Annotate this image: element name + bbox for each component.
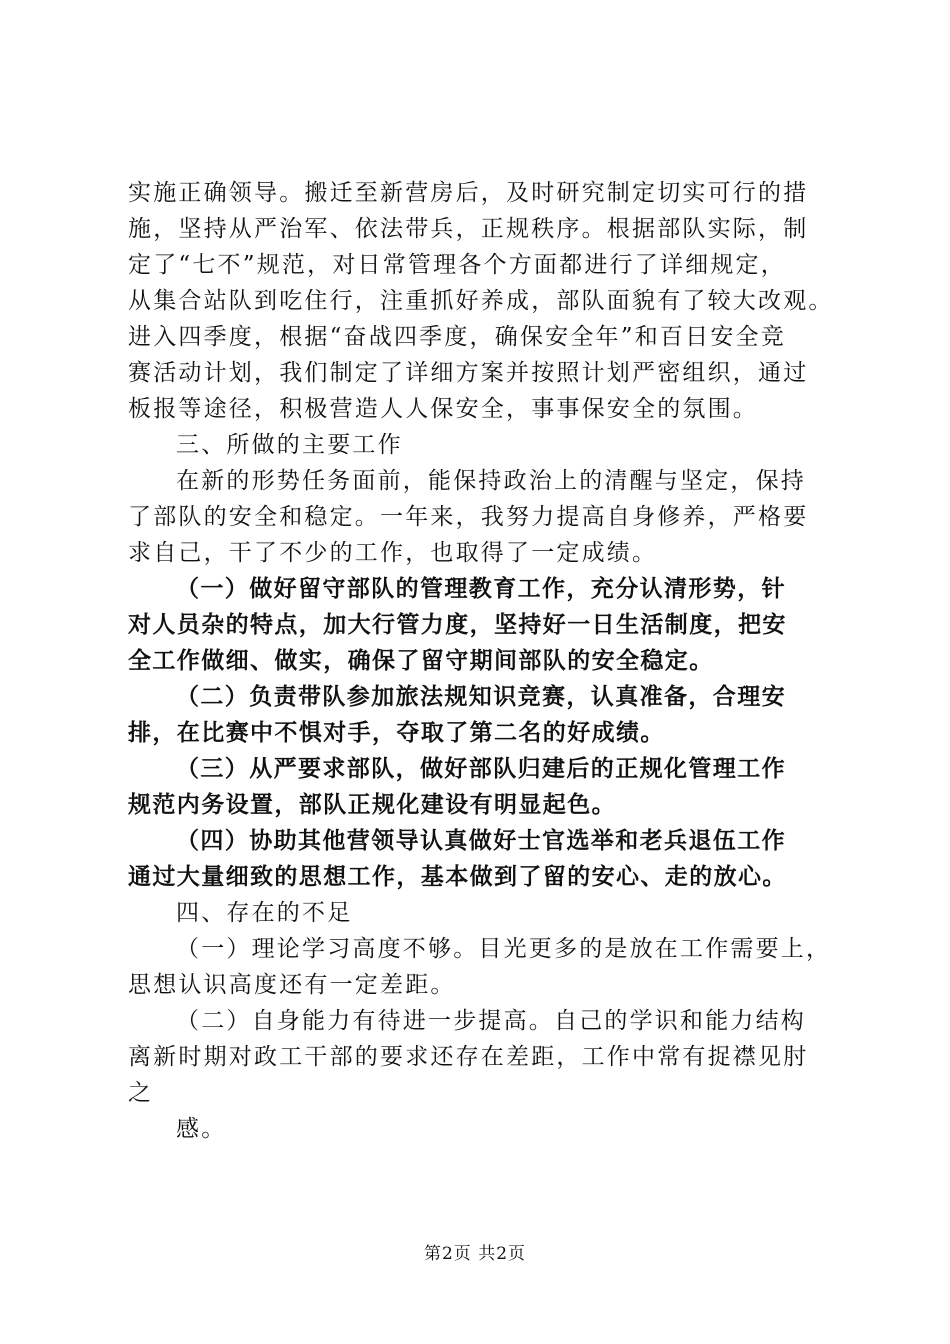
subsection-item-line: 对人员杂的特点，加大行管力度，坚持好一日生活制度，把安	[128, 611, 787, 638]
body-text-line: 之	[128, 1080, 154, 1106]
body-text-line: 定了“七不”规范，对日常管理各个方面都进行了详细规定，	[128, 252, 786, 278]
subsection-item-line: （三）从严要求部队，做好部队归建后的正规化管理工作	[176, 755, 786, 782]
body-text-line: 实施正确领导。搬迁至新营房后，及时研究制定切实可行的措	[128, 180, 809, 206]
subsection-item-line: 排，在比赛中不惧对手，夺取了第二名的好成绩。	[128, 719, 665, 746]
body-text-line: 施，坚持从严治军、依法带兵，正规秩序。根据部队实际，制	[128, 216, 809, 242]
subsection-item-line: 通过大量细致的思想工作，基本做到了留的安心、走的放心。	[128, 863, 787, 890]
body-text-line: 从集合站队到吃住行，注重抓好养成，部队面貌有了较大改观。	[128, 288, 834, 314]
body-text-line: 了部队的安全和稳定。一年来，我努力提高自身修养，严格要	[128, 504, 809, 530]
subsection-item-line: （一）做好留守部队的管理教育工作，充分认清形势，针	[176, 575, 786, 602]
body-text-line: 感。	[176, 1116, 227, 1142]
page-number-footer: 第2页 共2页	[423, 1244, 527, 1264]
paragraph-first-line: （二）自身能力有待进一步提高。自己的学识和能力结构	[176, 1008, 806, 1034]
section-heading: 三、所做的主要工作	[176, 432, 403, 458]
subsection-item-line: （二）负责带队参加旅法规知识竞赛，认真准备，合理安	[176, 683, 786, 710]
body-text-line: 思想认识高度还有一定差距。	[128, 972, 456, 998]
body-text-line: 进入四季度，根据“奋战四季度，确保安全年”和百日安全竞	[128, 324, 786, 350]
subsection-item-line: 规范内务设置，部队正规化建设有明显起色。	[128, 791, 616, 818]
subsection-item-line: 全工作做细、做实，确保了留守期间部队的安全稳定。	[128, 647, 714, 674]
section-heading: 四、存在的不足	[176, 900, 353, 926]
subsection-item-line: （四）协助其他营领导认真做好士官选举和老兵退伍工作	[176, 827, 786, 854]
paragraph-first-line: 在新的形势任务面前，能保持政治上的清醒与坚定，保持	[176, 468, 806, 494]
body-text-line: 求自己，干了不少的工作，也取得了一定成绩。	[128, 540, 658, 566]
body-text-line: 离新时期对政工干部的要求还存在差距，工作中常有捉襟见肘	[128, 1044, 809, 1070]
body-text-line: 赛活动计划，我们制定了详细方案并按照计划严密组织，通过	[128, 360, 809, 386]
paragraph-first-line: （一）理论学习高度不够。目光更多的是放在工作需要上，	[176, 936, 832, 962]
body-text-line: 板报等途径，积极营造人人保安全，事事保安全的氛围。	[128, 396, 758, 422]
